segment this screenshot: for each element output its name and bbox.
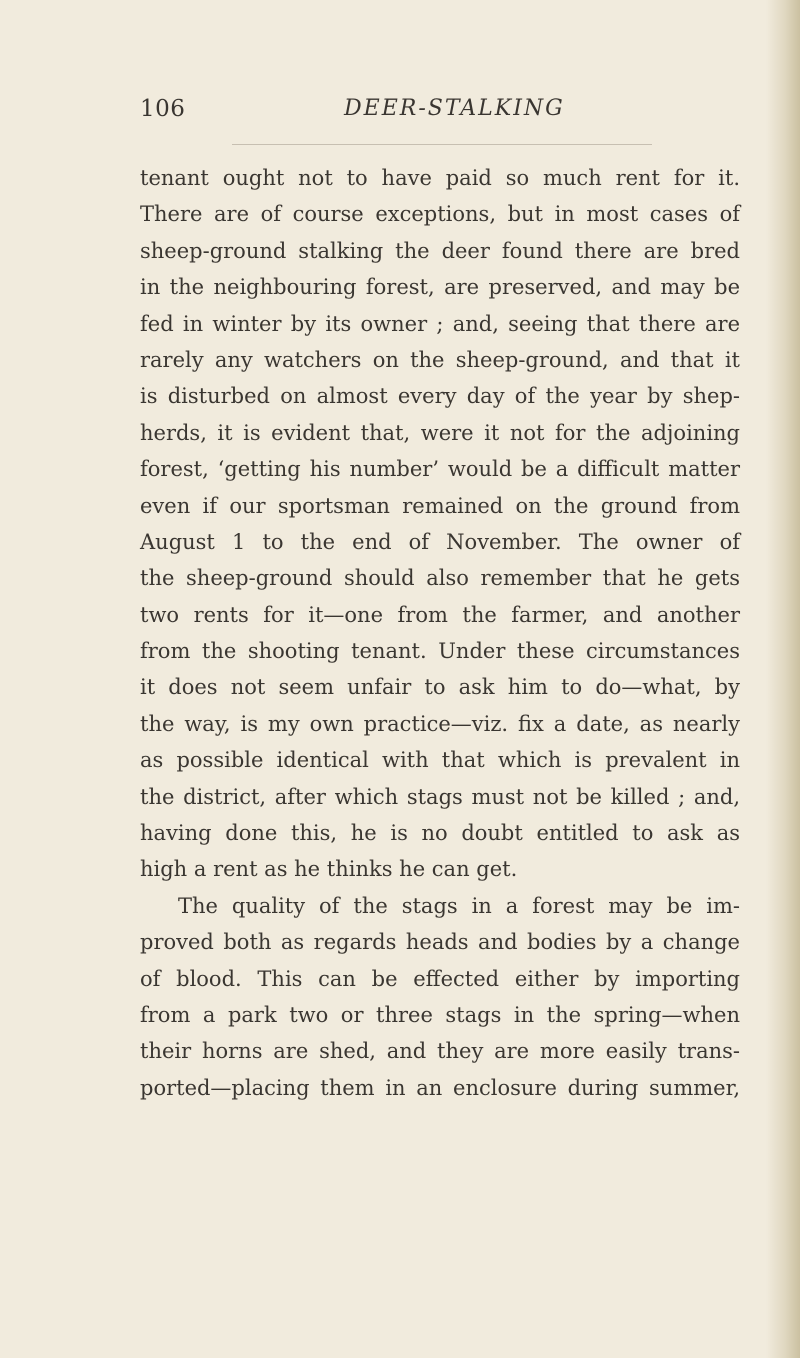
text-line: as possible identical with that which is prevalent in: [140, 748, 740, 773]
text-line: in the neighbouring forest, are preserved, and may be: [140, 275, 740, 300]
text-line: herds, it is evident that, were it not for the adjoining: [140, 420, 740, 445]
text-line: rarely any watchers on the sheep-ground, and that it: [140, 347, 740, 372]
text-line: ported—placing them in an enclosure during summer,: [140, 1075, 740, 1100]
text-line: forest, ‘getting his number’ would be a difficult matter: [140, 457, 740, 482]
text-line: from a park two or three stags in the spring—when: [140, 1002, 740, 1027]
text-line: fed in winter by its owner ; and, seeing that there are: [140, 311, 740, 336]
text-line: There are of course exceptions, but in most cases of: [140, 202, 740, 227]
header-rule: [232, 144, 652, 145]
text-line: the sheep-ground should also remember that he gets: [140, 566, 740, 591]
text-line: tenant ought not to have paid so much rent for it.: [140, 166, 740, 190]
text-line: The quality of the stags in a forest may be im-: [178, 893, 740, 918]
running-title: DEER-STALKING: [344, 96, 565, 121]
text-line: even if our sportsman remained on the ground from: [140, 493, 740, 518]
text-line: proved both as regards heads and bodies by a change: [140, 930, 740, 955]
text-line: the district, after which stags must not be killed ; and,: [140, 784, 740, 809]
text-line: their horns are shed, and they are more easily trans-: [140, 1039, 740, 1064]
text-line: high a rent as he thinks he can get.: [140, 857, 518, 882]
text-line: having done this, he is no doubt entitled to ask as: [140, 821, 740, 846]
text-line: sheep-ground stalking the deer found there are bred: [140, 238, 740, 263]
text-line: August 1 to the end of November. The owner of: [140, 529, 740, 554]
text-line: the way, is my own practice—viz. fix a date, as nearly: [140, 711, 740, 736]
page-number: 106: [140, 96, 186, 122]
running-head: [140, 96, 652, 136]
text-line: of blood. This can be effected either by importing: [140, 966, 740, 991]
page-edge-shadow: [766, 0, 800, 1358]
text-line: from the shooting tenant. Under these circumstances: [140, 639, 740, 664]
text-line: is disturbed on almost every day of the year by shep-: [140, 384, 740, 409]
text-line: two rents for it—one from the farmer, and another: [140, 602, 740, 627]
body-text: [140, 160, 740, 1106]
text-line: it does not seem unfair to ask him to do—what, by: [140, 675, 740, 700]
